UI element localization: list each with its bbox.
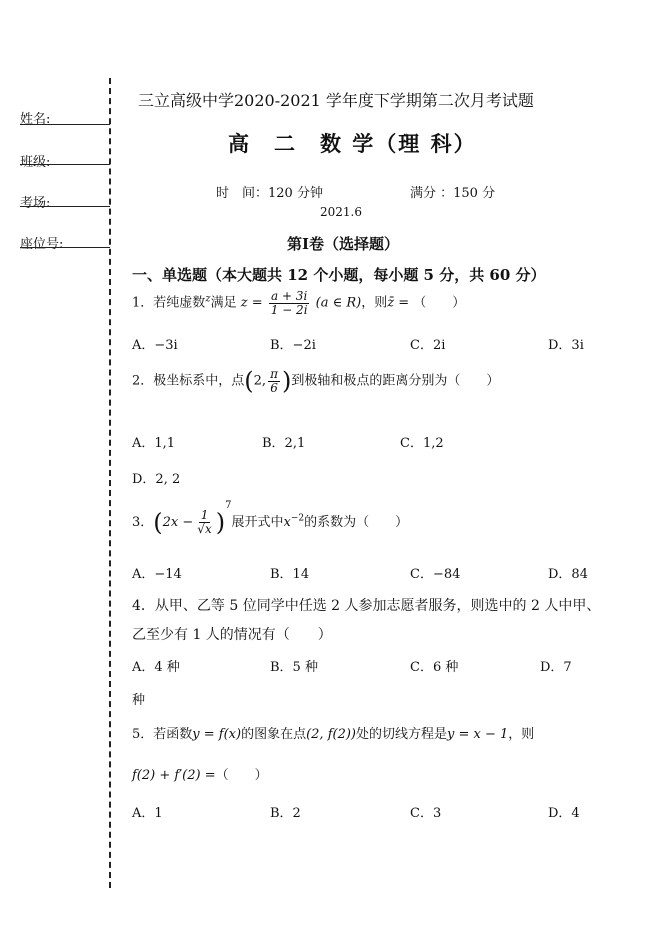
q3-option-b: B．14 [270, 567, 310, 582]
question-5-line-2 [132, 764, 268, 783]
q4-option-a: A．4 种 [132, 660, 180, 675]
q2-option-d: D．2, 2 [132, 472, 181, 487]
q3-frac-num: 1 [200, 508, 209, 523]
q2-text-pre: 2．极坐标系中，点 [132, 373, 245, 389]
q2-paren-open: ( [244, 367, 254, 396]
q1-text-post: ，则 [361, 295, 388, 311]
q3-text-pre: 3． [132, 515, 154, 530]
q5-text-pre: 5．若函数 [132, 727, 193, 742]
q1-fraction [269, 290, 310, 316]
q5-option-d: D．4 [548, 806, 580, 821]
q1-frac-den: 1 − 2i [270, 302, 308, 317]
question-3-stem [132, 500, 408, 536]
q5-text-end: （ ） [215, 768, 268, 783]
q2-paren-close: ) [281, 367, 292, 396]
exam-room-blank-line [20, 206, 110, 207]
q3-option-a: A．−14 [132, 567, 182, 582]
school-title: 三立高级中学2020-2021 学年度下学期第二次月考试题 [138, 91, 534, 110]
q5-expression: f(2) + f′(2) = [132, 768, 216, 783]
q3-paren-close: ) [215, 508, 226, 537]
q5-text-mid2: 处的切线方程是 [356, 727, 448, 742]
q2-option-c: C．1,2 [400, 436, 444, 451]
q3-text-post: 展开式中 [231, 515, 284, 530]
q5-function: y = f(x) [192, 727, 242, 742]
q1-option-d: D．3i [548, 338, 584, 353]
q1-text-end: = （ ） [394, 295, 466, 311]
q3-frac-den: √x [197, 522, 212, 536]
q3-fraction [195, 509, 213, 535]
q2-point-a: 2, [253, 373, 267, 389]
q3-power: 7 [225, 500, 232, 511]
q1-condition: (a ∈ R) [315, 295, 362, 311]
q1-text-pre: 1．若纯虚数 [132, 295, 206, 311]
q3-paren-open: ( [153, 508, 163, 537]
q3-option-c: C．−84 [410, 567, 461, 582]
q1-conjugate: z̄ [387, 295, 395, 311]
q1-var: z [205, 293, 211, 305]
name-blank-line [20, 124, 110, 125]
q4-option-d: D．7 [540, 660, 572, 675]
q1-option-c: C．2i [410, 338, 446, 353]
q5-text-post: ，则 [508, 727, 535, 742]
binding-cut-line [109, 78, 111, 888]
q3-text-end: 的系数为（ ） [304, 515, 409, 530]
question-5-stem [132, 723, 534, 742]
part-title: 第Ⅰ卷（选择题） [287, 235, 400, 253]
q5-point: (2, f(2)) [306, 727, 356, 742]
q1-eq-lhs: z = [240, 295, 263, 311]
q3-term: x [283, 515, 291, 530]
q5-tangent: y = x − 1 [447, 727, 509, 742]
subject-title: 高 二 数 学（理 科） [228, 131, 477, 156]
name-label: 姓名: [20, 112, 51, 127]
q4-option-d-wrap: 种 [132, 693, 146, 708]
section-title: 一、单选题（本大题共 12 个小题，每小题 5 分，共 60 分） [132, 266, 546, 284]
exam-room-label: 考场: [20, 196, 51, 211]
seat-blank-line [20, 247, 110, 248]
q1-frac-num: a + 3i [270, 289, 308, 303]
score-info: 满分 ：150 分 [410, 186, 496, 201]
q5-option-b: B．2 [270, 806, 301, 821]
question-1-stem [132, 290, 465, 316]
q2-frac-den: 6 [270, 380, 278, 395]
q1-text-mid: 满足 [210, 295, 237, 311]
q2-option-a: A．1,1 [132, 436, 176, 451]
q3-expr: 2x − [162, 515, 194, 530]
q3-option-d: D．84 [548, 567, 588, 582]
q4-option-b: B．5 种 [270, 660, 318, 675]
question-2-stem [132, 368, 499, 394]
seat-label: 座位号: [20, 237, 64, 252]
q3-term-power: −2 [290, 513, 305, 524]
q2-option-b: B．2,1 [262, 436, 306, 451]
q2-frac-num: π [270, 367, 278, 381]
class-label: 班级: [20, 155, 51, 170]
q1-option-a: A．−3i [132, 338, 178, 353]
q5-text-mid: 的图象在点 [241, 727, 307, 742]
q2-text-post: 到极轴和极点的距离分别为（ ） [291, 373, 500, 389]
q1-option-b: B．−2i [270, 338, 316, 353]
question-4-line-2: 乙至少有 1 人的情况有（ ） [132, 627, 332, 643]
q4-option-c: C．6 种 [410, 660, 459, 675]
class-blank-line [20, 164, 110, 165]
q5-option-a: A．1 [132, 806, 163, 821]
time-info: 时 间：120 分钟 [216, 186, 323, 201]
question-4-line-1: 4．从甲、乙等 5 位同学中任选 2 人参加志愿者服务，则选中的 2 人中甲、 [132, 598, 601, 614]
q5-option-c: C．3 [410, 806, 442, 821]
exam-date: 2021.6 [320, 205, 362, 219]
q2-fraction [268, 368, 280, 394]
